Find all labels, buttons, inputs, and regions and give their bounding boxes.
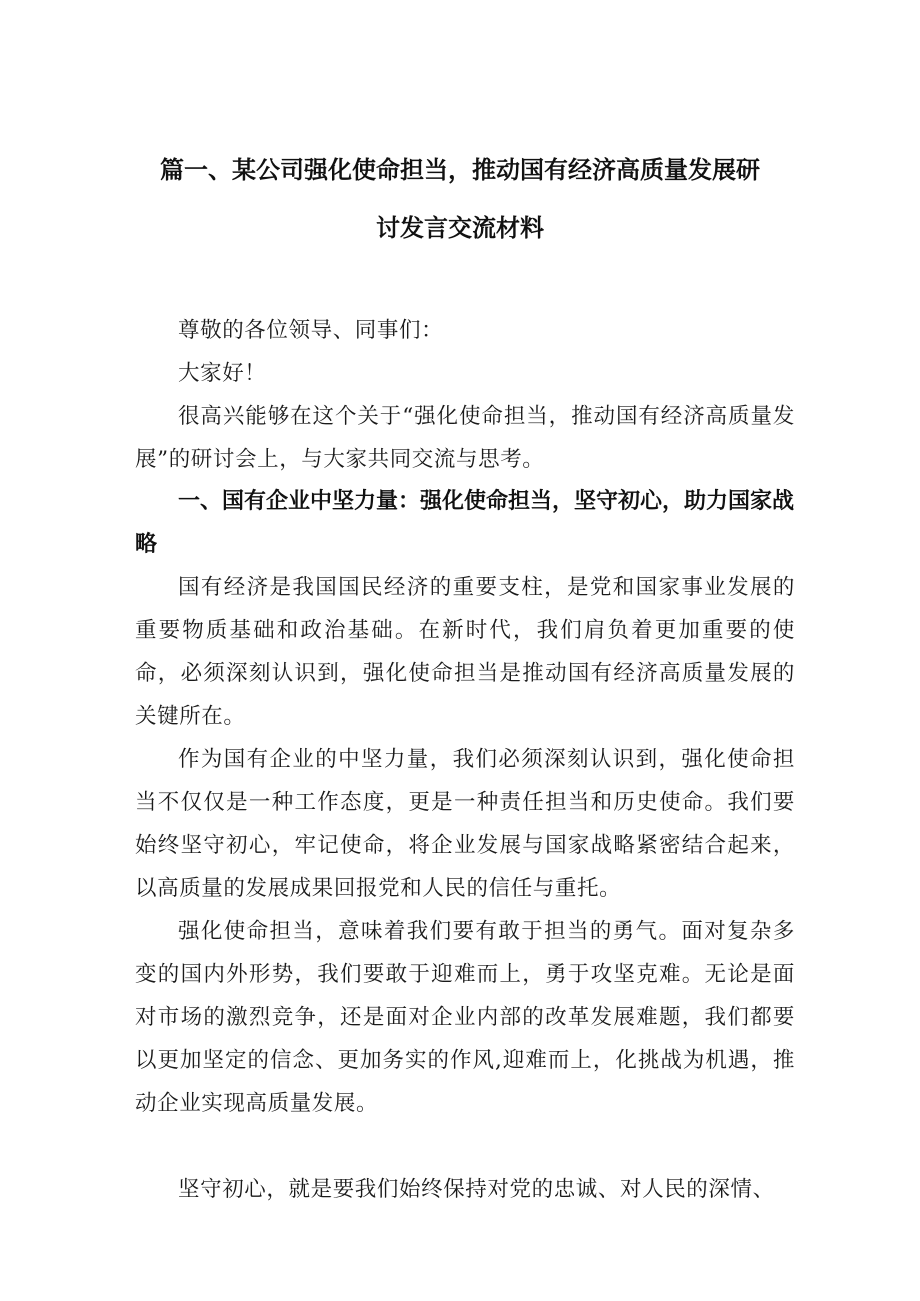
body-paragraph-4: 坚守初心，就是要我们始终保持对党的忠诚、对人民的深情、 [178,1177,775,1202]
intro-paragraph: 很高兴能够在这个关于“强化使命担当，推动国有经济高质量发展”的研讨会上，与大家共同交流与思考。 [135,404,795,472]
body-paragraph-3: 强化使命担当，意味着我们要有敢于担当的勇气。面对复杂多变的国内外形势，我们要敢于迎难而上，勇于攻坚克难。无论是面对市场的激烈竞争，还是面对企业内部的改革发展难题，我们都要以更加坚定的信念、更加务实的作风,迎难而上，化挑战为机遇，推动企业实现高质量发展。 [135,919,795,1116]
section-1-heading: 一、国有企业中坚力量：强化使命担当，坚守初心，助力国家战略 [135,489,795,557]
document-title-line-2: 讨发言交流材料 [376,214,544,242]
document-title-line-1: 篇一、某公司强化使命担当，推动国有经济高质量发展研 [160,156,760,184]
body-paragraph-1: 国有经济是我国国民经济的重要支柱，是党和国家事业发展的重要物质基础和政治基础。在新时代，我们肩负着更加重要的使命，必须深刻认识到，强化使命担当是推动国有经济高质量发展的关键所在。 [135,575,795,729]
hello-line: 大家好！ [178,361,267,386]
body-paragraph-2: 作为国有企业的中坚力量，我们必须深刻认识到，强化使命担当不仅仅是一种工作态度，更是一种责任担当和历史使命。我们要始终坚守初心，牢记使命，将企业发展与国家战略紧密结合起来，以高质量的发展成果回报党和人民的信任与重托。 [135,747,795,901]
greeting: 尊敬的各位领导、同事们： [178,318,444,343]
